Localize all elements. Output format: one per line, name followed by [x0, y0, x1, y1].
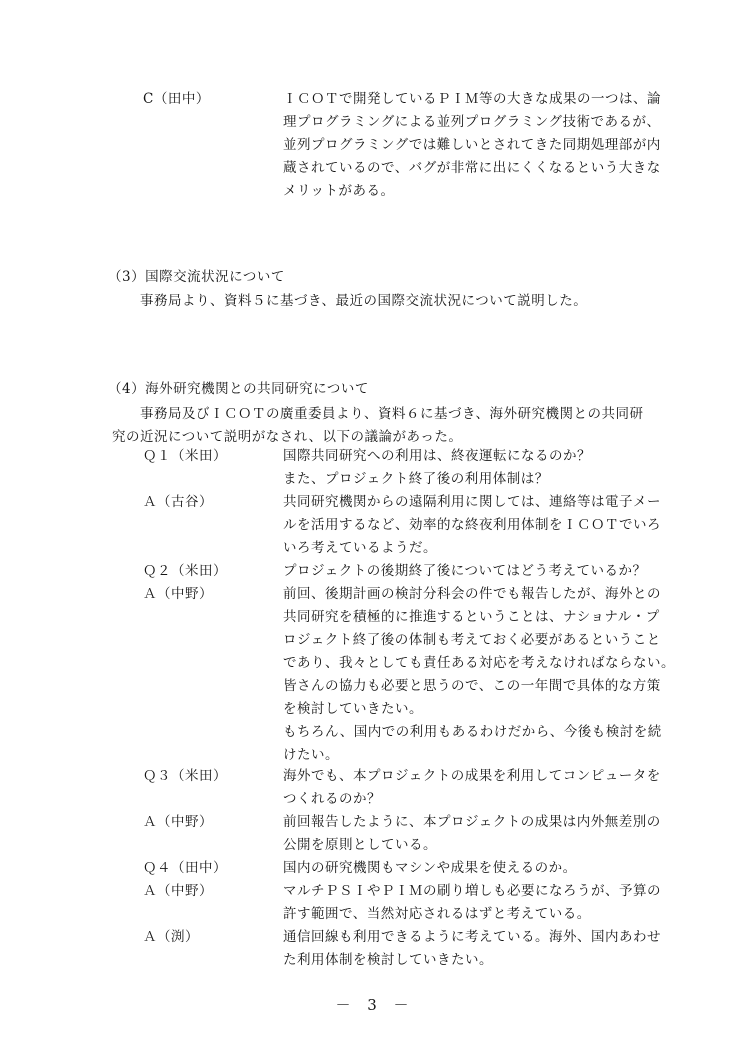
speaker-label: C（田中） — [143, 91, 210, 107]
speaker-label: Ｑ２（米田） — [143, 563, 227, 579]
answer-line: つくれるのか？ — [283, 791, 381, 807]
answer-line: であり、我々としても責任ある対応を考えなければならない。 — [283, 655, 675, 671]
answer-line: けたい。 — [283, 747, 339, 763]
answer-line: ＩＣＯＴで開発しているＰＩＭ等の大きな成果の一つは、論 — [283, 91, 661, 107]
answer-line: 許す範囲で、当然対応されるはずと考えている。 — [283, 906, 591, 922]
answer-line: いろ考えているようだ。 — [283, 540, 437, 556]
answer-line: 並列プログラミングでは難しいとされてきた同期処理部が内 — [283, 137, 661, 153]
answer-line: プロジェクトの後期終了後についてはどう考えているか？ — [283, 563, 647, 579]
answer-line: 共同研究を積極的に推進するということは、ナショナル・プ — [283, 609, 660, 625]
answer-line: 前回報告したように、本プロジェクトの成果は内外無差別の — [283, 814, 661, 830]
answer-line: 前回、後期計画の検討分科会の件でも報告したが、海外との — [283, 586, 661, 602]
speaker-label: Ｑ４（田中） — [143, 860, 227, 876]
section-intro-line: 究の近況について説明がなされ、以下の議論があった。 — [112, 429, 463, 445]
section-body: 事務局より、資料５に基づき、最近の国際交流状況について説明した。 — [140, 293, 588, 309]
speaker-label: Ａ（中野） — [143, 586, 213, 602]
answer-line: 蔵されているので、バグが非常に出にくくなるという大きな — [283, 160, 661, 176]
answer-line: ルを活用するなど、効率的な終夜利用体制をＩＣＯＴでいろ — [283, 517, 661, 533]
speaker-label: Ａ（渕） — [143, 929, 199, 945]
answer-line: 皆さんの協力も必要と思うので、この一年間で具体的な方策 — [283, 678, 661, 694]
answer-line: もちろん、国内での利用もあるわけだから、今後も検討を続 — [283, 724, 662, 740]
section-heading: （3）国際交流状況について — [108, 269, 285, 285]
speaker-label: Ａ（古谷） — [143, 494, 213, 510]
answer-line: 海外でも、本プロジェクトの成果を利用してコンピュータを — [283, 768, 661, 784]
answer-line: 公開を原則としている。 — [283, 837, 437, 853]
page-number: － 3 － — [335, 996, 415, 1014]
speaker-label: Ｑ３（米田） — [143, 768, 227, 784]
answer-line: を検討していきたい。 — [283, 701, 423, 717]
answer-line: 理プログラミングによる並列プログラミング技術であるが、 — [283, 114, 661, 130]
answer-line: 国内の研究機関もマシンや成果を使えるのか。 — [283, 860, 577, 876]
answer-line: また、プロジェクト終了後の利用体制は？ — [283, 471, 549, 487]
answer-line: メリットがある。 — [283, 183, 395, 199]
section-heading: （4）海外研究機関との共同研究について — [108, 381, 369, 397]
answer-line: た利用体制を検討していきたい。 — [283, 952, 493, 968]
answer-line: ロジェクト終了後の体制も考えておく必要があるということ — [283, 632, 661, 648]
answer-line: 通信回線も利用できるように考えている。海外、国内あわせ — [283, 929, 661, 945]
answer-line: 国際共同研究への利用は、終夜運転になるのか？ — [283, 448, 591, 464]
answer-line: マルチＰＳＩやＰＩＭの刷り増しも必要になろうが、予算の — [283, 883, 661, 899]
speaker-label: Ａ（中野） — [143, 814, 213, 830]
section-intro-line: 事務局及びＩＣＯＴの廣重委員より、資料６に基づき、海外研究機関との共同研 — [140, 406, 644, 422]
answer-line: 共同研究機関からの遠隔利用に関しては、連絡等は電子メー — [283, 494, 661, 510]
speaker-label: Ａ（中野） — [143, 883, 213, 899]
speaker-label: Ｑ１（米田） — [143, 448, 227, 464]
